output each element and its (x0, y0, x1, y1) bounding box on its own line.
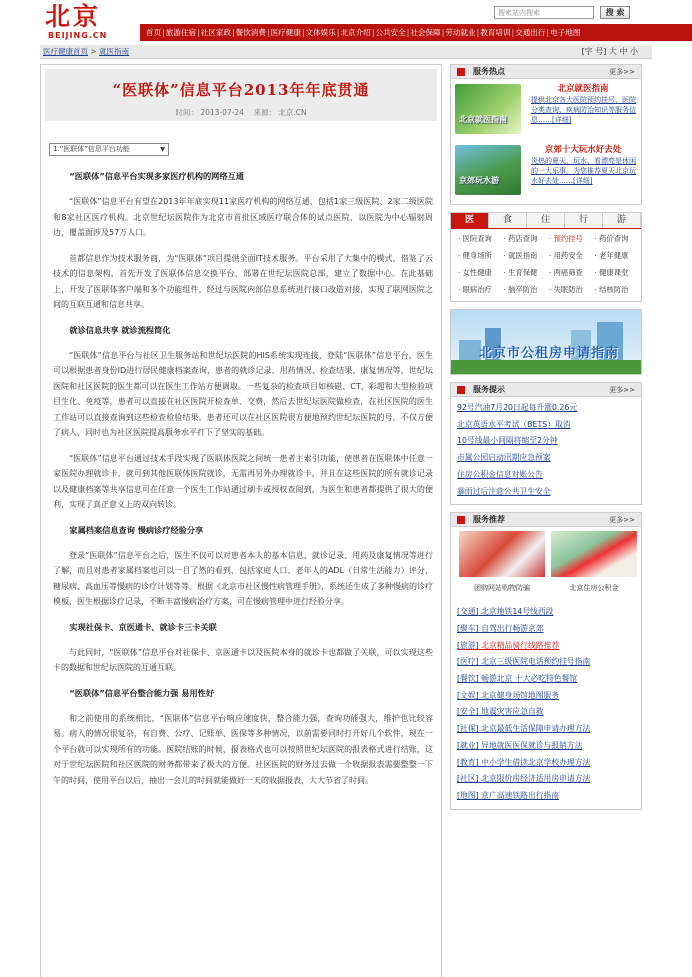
recommend-picture[interactable] (551, 531, 637, 593)
article-title: “医联体”信息平台2013年年底贯通 (112, 81, 370, 99)
recommend-item-title[interactable]: 北京最低生活保障申请办理方法 (481, 724, 591, 734)
category-link[interactable] (455, 234, 501, 244)
recommend-item[interactable] (457, 688, 635, 705)
hot-services-header (451, 65, 641, 79)
article-source: 北京.CN (278, 108, 307, 117)
dot-bullet-icon: · (458, 234, 463, 243)
breadcrumb-current[interactable]: 就医指南 (99, 47, 130, 56)
logo-subtext: BEIJING.CN (48, 31, 108, 40)
nav-separator: | (476, 28, 480, 37)
recommend-item-category[interactable]: [社区] (457, 774, 479, 784)
hot-item-image-text: 京郊玩水游 (459, 176, 499, 185)
category-tabs-box (450, 212, 642, 302)
category-link-label: 两癌筛查 (553, 268, 583, 277)
hot-item-title[interactable]: 京郊十大玩水好去处 (544, 145, 622, 155)
category-tabs (451, 213, 641, 229)
nav-separator: | (267, 28, 270, 37)
category-link-label: 生育保健 (508, 268, 538, 277)
nav-item[interactable]: 文体娱乐 (305, 28, 336, 37)
nav-item[interactable]: 劳动就业 (445, 28, 476, 37)
nav-separator: | (336, 28, 340, 37)
category-tab[interactable]: 医 (451, 213, 489, 228)
nav-separator: | (546, 28, 550, 37)
recommend-item-title[interactable]: 北京地铁14号线西段 (481, 607, 554, 617)
category-link[interactable] (592, 285, 638, 295)
dot-bullet-icon: · (594, 234, 600, 243)
dot-bullet-icon: · (594, 285, 600, 294)
category-link-label: 失眠防治 (553, 285, 583, 294)
dot-bullet-icon: · (594, 251, 600, 260)
recommend-item-title[interactable]: 畅游北京 十大必吃特色餐馆 (481, 674, 578, 684)
square-bullet-icon (457, 386, 465, 394)
nav-item[interactable]: 交通出行 (515, 28, 546, 37)
article-header (45, 69, 437, 121)
service-tips-title: 服务提示 (473, 385, 505, 394)
banner-text: 北京市公租房申请指南 (479, 346, 620, 361)
paragraph: 登录“医联体”信息平台之后，医生不仅可以对患者本人的基本信息、就诊记录、用药及康复情况等进行了解，而且对患者家属档案也可以一目了然的看到，包括家庭人口、老年人的ADL（日常生活能力）评分，糖尿病、高血压等慢病的诊疗计划等等。根据《北京市社区慢性病管理手册》，系统还生成了多种慢病的诊疗模板，医生根据诊疗记录，不断丰富慢病治疗方案，可在慢病管理中进行经验分享。 (53, 550, 433, 606)
category-link-label: 脑卒防治 (508, 285, 538, 294)
nav-separator: | (301, 28, 305, 37)
dot-bullet-icon: · (503, 251, 509, 260)
tip-link[interactable]: 住房公积金信息对账公告 (457, 469, 543, 479)
category-link[interactable] (592, 251, 638, 261)
recommend-item-title[interactable]: 中小学生借读北京学校办理方法 (481, 757, 591, 767)
recommend-item-title[interactable]: 北京精品骑行线路推荐 (481, 640, 560, 650)
category-link-label: 预约挂号 (553, 234, 583, 243)
tip-link[interactable]: 北京英语水平考试（BETS）取消 (457, 419, 571, 429)
recommend-list (451, 601, 641, 808)
recommend-item[interactable] (457, 755, 635, 772)
category-link[interactable] (455, 251, 501, 261)
breadcrumb-bar (40, 45, 652, 59)
category-link[interactable] (546, 234, 592, 244)
recommend-item[interactable] (457, 621, 635, 638)
recommend-item-category[interactable]: [医疗] (457, 657, 479, 667)
hot-item-image-text: 北京就医指南 (459, 115, 507, 124)
hot-item-title[interactable]: 北京就医指南 (557, 84, 609, 94)
dot-bullet-icon: · (458, 251, 463, 260)
recommend-picture[interactable] (459, 531, 545, 593)
font-size-small[interactable]: 小 (630, 47, 638, 56)
category-link-label: 女性健康 (462, 268, 492, 277)
recommend-item-category[interactable]: [就业] (457, 740, 479, 750)
tip-link[interactable]: 10号线最小间隔将缩至2分钟 (457, 436, 558, 446)
dot-bullet-icon: · (458, 285, 463, 294)
category-link-label: 老年健康 (599, 251, 629, 260)
nav-separator: | (441, 28, 445, 37)
recommend-item[interactable] (457, 721, 635, 738)
nav-item[interactable]: 社区家政 (200, 28, 232, 37)
square-bullet-icon (457, 68, 465, 76)
category-tab[interactable]: 住 (527, 213, 565, 228)
paragraph: “医联体”信息平台通过技术手段实现了医联体医院之间统一患者主索引功能，使患者在医联体中任意一家医院办理就诊卡，就可到其他医联体医院就诊，无需再另外办理就诊卡，并且在这些医院的所有就诊记录以及健康档案等共享信息可在任意一个医生工作站通过刷卡或授权查阅到，为医生和患者都提供了很大的便利，实现了真正意义上的双向转诊。 (53, 453, 433, 509)
recommend-item-category[interactable]: [文娱] (457, 690, 479, 700)
recommend-item[interactable] (457, 771, 635, 788)
section-heading: 实现社保卡、京医通卡、就诊卡三卡关联 (69, 621, 217, 632)
paragraph: 和之前使用的系统相比，“医联体”信息平台响应速度快，整合能力强，查询功能强大，维护也比较容易。病人的情况很复杂，有自费、公疗、记账单、医保等多种情况，以前需要同时打开好几个软件，现在一个平台就可以实现所有的功能。医院结账的时候，报表格式也可以按照世纪坛医院的报表格式进行结账，这对于世纪坛医院和社区医院的财务都带来了极大的方便。社区医院的财务过去做一个收据报表需要整整一下午的时间，使用平台以后，抽出一会儿的时间就能做好一天的收据报表，大大节省了时间。 (53, 713, 433, 785)
recommend-item[interactable] (457, 704, 635, 721)
nav-separator: | (197, 28, 200, 37)
category-links (451, 229, 641, 301)
nav-separator: | (371, 28, 375, 37)
recommend-item-title[interactable]: 北京限价房经济适用房申请方法 (481, 774, 591, 784)
nav-separator: | (406, 28, 410, 37)
recommend-box (450, 512, 642, 809)
category-link[interactable] (546, 285, 592, 295)
category-link[interactable] (455, 285, 501, 295)
category-tab[interactable]: 游 (603, 213, 641, 228)
section-heading: 家属档案信息查询 慢病诊疗经验分享 (69, 524, 204, 535)
dot-bullet-icon: · (549, 268, 554, 277)
section-heading: “医联体”信息平台整合能力强 易用性好 (69, 687, 215, 698)
recommend-header (451, 513, 641, 527)
recommend-item[interactable] (457, 671, 635, 688)
category-tab[interactable]: 行 (565, 213, 603, 228)
section-select[interactable] (49, 143, 169, 156)
dot-bullet-icon: · (549, 251, 554, 260)
recommend-item-title[interactable]: 地震灾害应急自救 (481, 707, 544, 717)
more-link[interactable]: 更多>> (609, 386, 635, 394)
nav-item[interactable]: 餐饮消费 (235, 28, 266, 37)
hot-item-image[interactable] (455, 145, 521, 195)
logo-text: 北京 (45, 2, 102, 31)
category-link[interactable] (592, 234, 638, 244)
main-nav (140, 24, 692, 41)
paragraph: “医联体”信息平台有望在2013年年底实现11家医疗机构的网络互通，包括1家三级医院、2家二级医院和8家社区医疗机构。北京世纪坛医院作为北京市首批区域医疗联合体的试点医院，以医院为中心辐射周边，覆盖面涉及57万人口。 (53, 197, 433, 237)
chevron-down-icon: ▼ (160, 146, 165, 153)
font-size-medium[interactable]: 中 (619, 47, 628, 56)
time-label: 时间： (175, 108, 198, 117)
nav-item[interactable]: 教育培训 (480, 28, 511, 37)
source-label: 来源： (253, 108, 276, 117)
font-size-large[interactable]: 大 (608, 47, 617, 56)
category-link-label: 健康课堂 (599, 268, 629, 277)
recommend-item-title[interactable]: 自驾出行畅游京郊 (481, 623, 544, 633)
paragraph: “医联体”信息平台与社区卫生服务站和世纪坛医院的HIS系统实现连接，登陆“医联体”信息平台，医生可以根据患者身份ID进行居民健康档案查询，患者的就诊记录、用药情况、检查结果、康复情况等，世纪坛医院和社区医院的医生都可以在医生工作站方便调取。一些复杂的检查项目如核磁、CT、彩超和大型检验项目生化、免疫等，患者可以直接在社区医院开检查单、交费，然后去世纪坛医院做检查，在社区医院的医生工作站可以直接查询到这些检查检验结果。患者还可以在社区医院很方便地预约世纪坛医院的号，不仅方便了病人，同时也为社区医院提高服务水平打下了坚实的基础。 (53, 350, 433, 437)
recommend-item[interactable] (457, 738, 635, 755)
recommend-item-category[interactable]: [教育] (457, 757, 479, 767)
banner-building (451, 360, 642, 374)
category-link[interactable] (501, 285, 547, 295)
recommend-item[interactable] (457, 604, 635, 621)
dot-bullet-icon: · (594, 268, 600, 277)
service-tips-header (451, 383, 641, 397)
recommend-picture-caption[interactable]: 团购网站购物防骗 (474, 584, 530, 593)
nav-separator: | (162, 28, 165, 37)
recommend-item-title[interactable]: 北京健身场馆地图服务 (481, 690, 560, 700)
search-button[interactable]: 搜 索 (600, 6, 630, 19)
dot-bullet-icon: · (503, 268, 509, 277)
category-link[interactable] (592, 268, 638, 278)
nav-item[interactable]: 首页 (146, 28, 162, 37)
tip-link[interactable]: 92号汽油7月20日起每升涨0.26元 (457, 403, 578, 412)
hot-item-desc[interactable]: 提供北京各大医院预约挂号、医院分类查询、疾病防治知识等服务信息……[详细] (531, 96, 636, 124)
more-link[interactable]: 更多>> (609, 516, 635, 525)
article-body (53, 169, 433, 798)
recommend-item-title[interactable]: 北京三级医院电话预约挂号指南 (481, 657, 591, 667)
dot-bullet-icon: · (549, 234, 554, 243)
nav-separator: | (511, 28, 515, 37)
recommend-title: 服务推荐 (473, 515, 505, 525)
publish-time: 2013-07-24 (200, 108, 244, 117)
search-input[interactable]: 搜索站内搜索 (494, 6, 594, 19)
hot-item[interactable] (455, 143, 637, 201)
nav-item[interactable]: 公共安全 (375, 28, 406, 37)
service-tips-list (451, 397, 641, 504)
nav-item[interactable]: 旅游住宿 (165, 28, 197, 37)
section-heading: 就诊信息共享 就诊流程简化 (69, 324, 171, 335)
category-link-label: 医院查询 (462, 234, 492, 243)
dot-bullet-icon: · (503, 234, 509, 243)
tip-link[interactable]: 暴雨过后注意公共卫生安全 (457, 486, 551, 496)
category-link-label: 药店查询 (508, 234, 538, 243)
category-link[interactable] (501, 234, 547, 244)
recommend-picture-image (459, 531, 545, 577)
nav-item[interactable]: 社会保障 (410, 28, 441, 37)
recommend-item[interactable] (457, 638, 635, 655)
dot-bullet-icon: · (549, 285, 554, 294)
hot-services-box (450, 64, 642, 205)
square-bullet-icon (457, 516, 465, 524)
category-link-label: 用药安全 (553, 251, 583, 260)
recommend-item-category[interactable]: [餐饮] (457, 674, 479, 684)
nav-item[interactable]: 医疗健康 (270, 28, 301, 37)
recommend-item-title[interactable]: 异地就医医保就诊与报销方法 (481, 740, 583, 750)
category-link[interactable] (546, 251, 592, 261)
site-logo[interactable] (45, 2, 145, 40)
dot-bullet-icon: · (503, 285, 509, 294)
recommend-pictures (455, 531, 637, 601)
paragraph: 与此同时，“医联体”信息平台对社保卡、京医通卡以及医院本身的就诊卡也都做了关联，可以实现这些卡的数据和世纪坛医院的互通互联。 (53, 647, 433, 672)
recommend-item-category[interactable]: [交通] (457, 607, 479, 617)
category-link-label: 药价查询 (599, 234, 629, 243)
hot-item[interactable] (455, 82, 637, 140)
recommend-item-category[interactable]: [聚车] (457, 623, 479, 633)
recommend-item-category[interactable]: [地图] (457, 790, 479, 800)
recommend-picture-caption[interactable]: 北京住房公积金 (569, 584, 619, 593)
service-tips-box (450, 382, 642, 505)
recommend-picture-image (551, 531, 637, 577)
tip-link[interactable]: 市属公园启动汛期应急预案 (457, 453, 551, 463)
recommend-item[interactable] (457, 788, 635, 805)
category-link-label: 就医指南 (508, 251, 538, 260)
recommend-item-category[interactable]: [社保] (457, 724, 479, 734)
category-link[interactable] (546, 268, 592, 278)
public-housing-banner[interactable] (450, 309, 642, 375)
dot-bullet-icon: · (458, 268, 463, 277)
breadcrumb-separator: > (90, 47, 97, 56)
section-select-value: 1.“医联体”信息平台功能 (53, 145, 130, 153)
font-size-control (582, 45, 638, 59)
recommend-item-category[interactable]: [旅游] (457, 640, 479, 650)
article-meta (45, 107, 437, 118)
recommend-item-category[interactable]: [安全] (457, 707, 479, 717)
article-panel (40, 64, 442, 977)
category-link[interactable] (501, 268, 547, 278)
nav-item[interactable]: 电子地图 (550, 28, 581, 37)
nav-separator: | (232, 28, 235, 37)
font-size-label: [字 号] (581, 47, 607, 56)
section-heading: “医联体”信息平台实现多家医疗机构的网络互通 (69, 171, 244, 181)
nav-item[interactable]: 北京介绍 (340, 28, 371, 37)
category-link[interactable] (501, 251, 547, 261)
sidebar (450, 64, 642, 817)
recommend-item[interactable] (457, 654, 635, 671)
hot-item-image[interactable] (455, 84, 521, 134)
hot-item-desc[interactable]: 炎热的夏天，玩水、看漂亮是休闲的一大乐事。为您推荐夏天北京玩水好去处……[详细] (531, 157, 636, 185)
category-link[interactable] (455, 268, 501, 278)
more-link[interactable]: 更多>> (609, 68, 635, 76)
category-link-label: 眼病治疗 (462, 285, 492, 294)
category-link-label: 健身场所 (462, 251, 492, 260)
hot-services-title: 服务热点 (473, 67, 505, 76)
category-tab[interactable]: 食 (489, 213, 527, 228)
recommend-item-title[interactable]: 京广高速铁路出行指南 (481, 790, 560, 800)
category-link-label: 结核防治 (599, 285, 629, 294)
site-header (40, 0, 652, 44)
paragraph: 首都信息作为技术服务商，为“医联体”项目提供全面IT技术服务。平台采用了大集中的模式，借鉴了云技术的信息架构，首先开发了医联体信息交换平台，部署在世纪坛医院总部，建立了数据中心。在此基础上，开发了医联体客户端和多个功能组件，经过与医院内部信息系统进行接口改造对接，实现了联网医院之间的互联互通和信息共享。 (53, 253, 433, 309)
breadcrumb-home[interactable]: 医疗健康首页 (43, 47, 88, 56)
